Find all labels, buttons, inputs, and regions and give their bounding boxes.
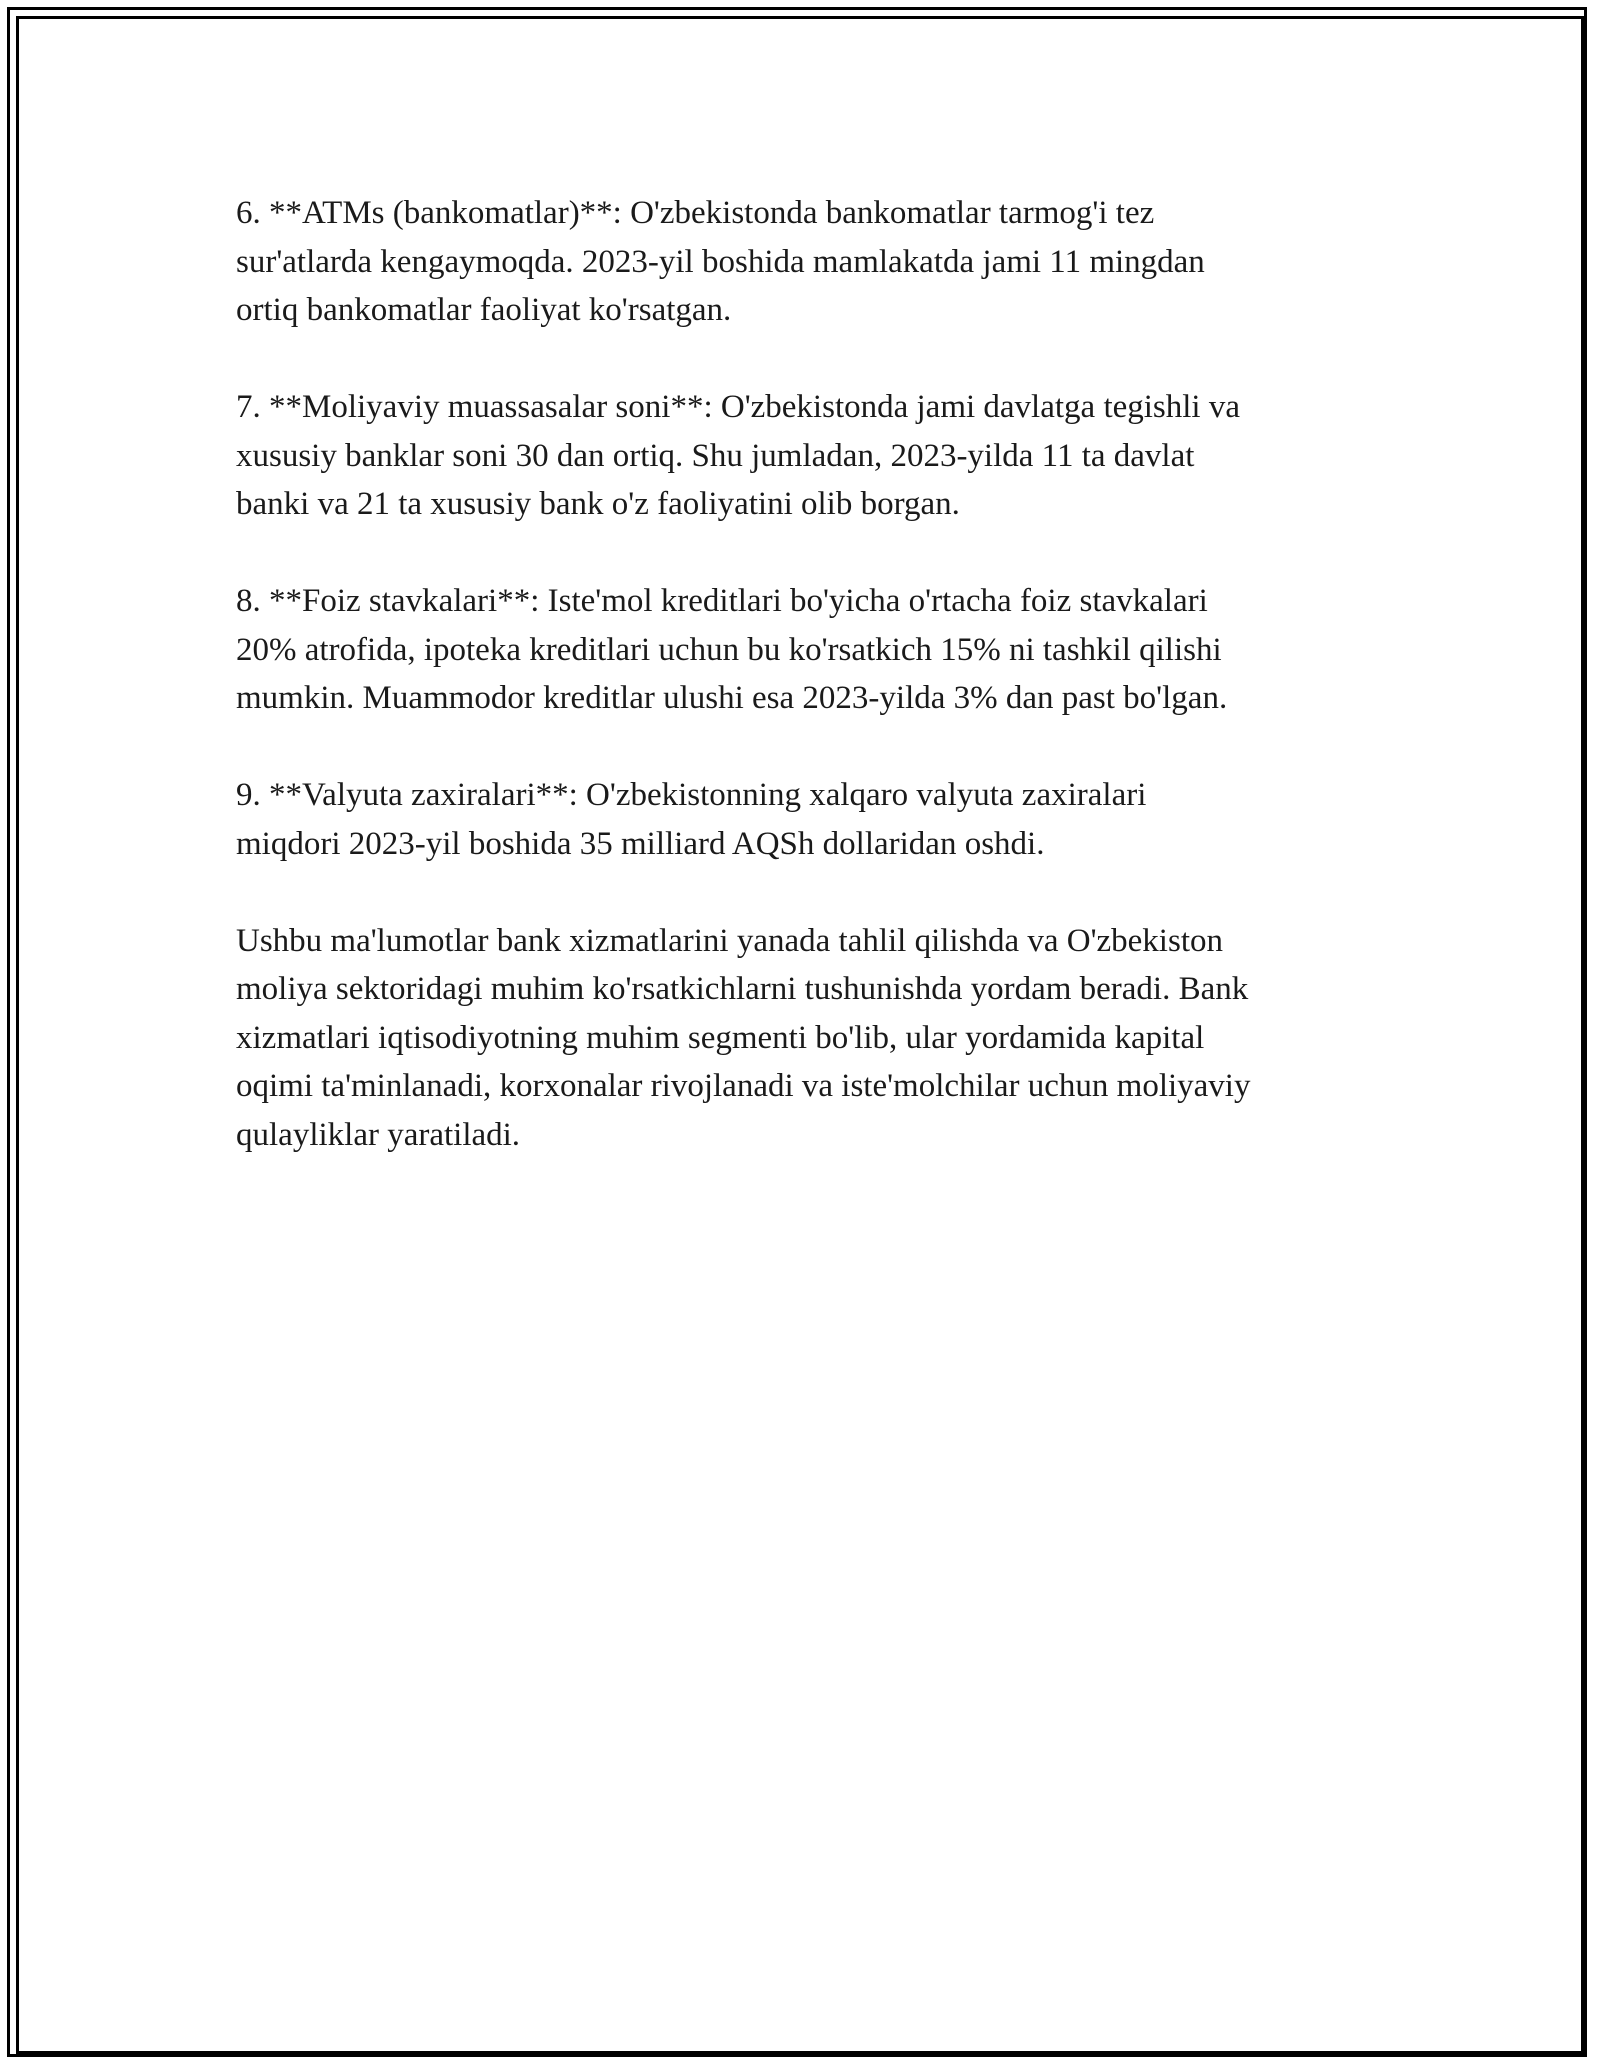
paragraph-interest-rates: 8. **Foiz stavkalari**: Iste'mol kreditlari bo'yicha o'rtacha foiz stavkalari 20% atrofida, ipoteka kreditlari uchun bu ko'rsatkich 15% ni tashkil qilishi mumkin. Muammodor kreditlar ulushi esa 2023-yilda 3% dan past bo'lgan. — [236, 583, 1228, 716]
document-body — [236, 189, 1376, 1208]
paragraph-financial-institutions: 7. **Moliyaviy muassasalar soni**: O'zbekistonda jami davlatga tegishli va xususiy banklar soni 30 dan ortiq. Shu jumladan, 2023-yilda 11 ta davlat banki va 21 ta xususiy bank o'z faoliyatini olib borgan. — [236, 389, 1241, 522]
paragraph-atms: 6. **ATMs (bankomatlar)**: O'zbekistonda bankomatlar tarmog'i tez sur'atlarda kengaymoqda. 2023-yil boshida mamlakatda jami 11 mingdan ortiq bankomatlar faoliyat ko'rsatgan. — [236, 195, 1205, 328]
paragraph-conclusion: Ushbu ma'lumotlar bank xizmatlarini yanada tahlil qilishda va O'zbekiston moliya sektoridagi muhim ko'rsatkichlarni tushunishda yordam beradi. Bank xizmatlari iqtisodiyotning muhim segmenti bo'lib, ular yordamida kapital oqimi ta'minlanadi, korxonalar rivojlanadi va iste'molchilar uchun moliyaviy qulayliklar yaratiladi. — [236, 922, 1251, 1153]
paragraph-currency-reserves: 9. **Valyuta zaxiralari**: O'zbekistonning xalqaro valyuta zaxiralari miqdori 2023-yil boshida 35 milliard AQSh dollaridan oshdi. — [236, 777, 1147, 862]
